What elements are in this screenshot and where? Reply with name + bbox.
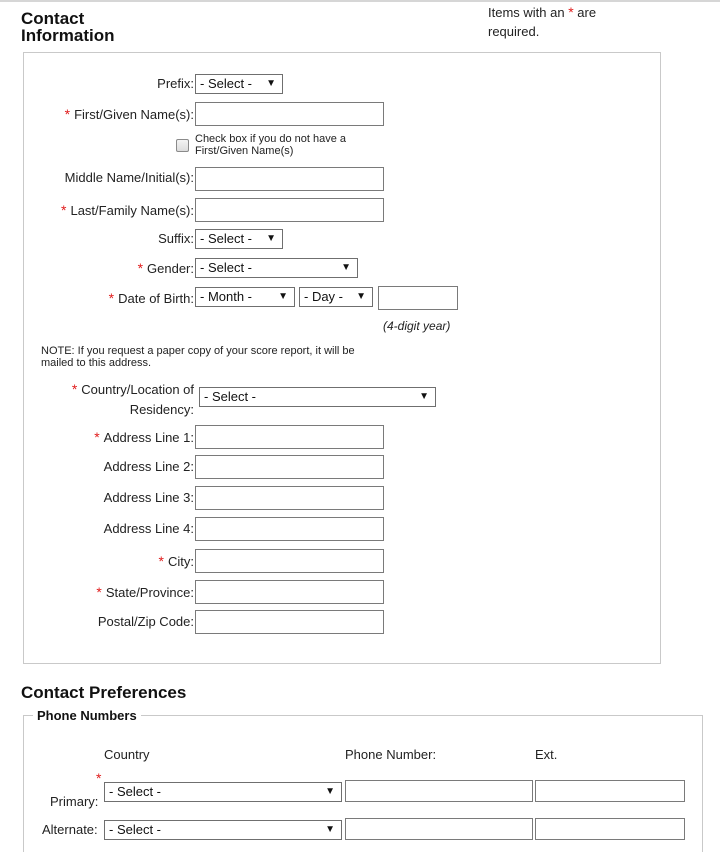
address-line-2-label: Address Line 2: — [103, 459, 194, 474]
contact-information-title — [21, 10, 115, 44]
required-star-icon: * — [94, 429, 100, 445]
address-line-2-input[interactable] — [195, 455, 384, 479]
gender-label: * Gender: — [137, 260, 194, 276]
no-first-name-checkbox[interactable] — [176, 139, 189, 152]
dob-month-select[interactable] — [195, 287, 295, 307]
no-first-name-line1: Check box if you do not have a — [195, 133, 347, 145]
contact-preferences-title: Contact Preferences — [21, 683, 187, 702]
required-star-icon: * — [64, 106, 71, 122]
suffix-select-value: - Select - — [200, 231, 253, 246]
country-label: * Country/Location of Residency: — [72, 379, 194, 420]
address-note-line1: NOTE: If you request a paper copy of your score report, it will be — [41, 345, 355, 357]
required-star-icon: * — [158, 553, 164, 569]
required-star-icon: * — [71, 381, 78, 397]
prefix-select[interactable] — [195, 74, 283, 94]
alternate-label: Alternate: — [42, 822, 98, 837]
suffix-label: Suffix: — [158, 231, 194, 246]
country-label-line2: Residency: — [129, 402, 194, 417]
postal-input[interactable] — [195, 610, 384, 634]
required-star-icon: * — [108, 290, 115, 306]
required-note-line2: required. — [488, 24, 540, 39]
first-name-label: * First/Given Name(s): — [64, 106, 194, 122]
state-label: * State/Province: — [96, 584, 194, 600]
alternate-phone-input[interactable] — [345, 818, 533, 840]
gender-select[interactable] — [195, 258, 358, 278]
required-star-icon: * — [96, 584, 102, 600]
suffix-select[interactable] — [195, 229, 283, 249]
title-line-2: Information — [21, 26, 115, 45]
no-first-name-label — [195, 133, 346, 157]
col-ext: Ext. — [535, 747, 558, 762]
last-name-label: * Last/Family Name(s): — [61, 202, 194, 218]
gender-select-value: - Select - — [200, 260, 253, 275]
required-star-icon: * — [61, 202, 67, 218]
last-name-input[interactable] — [195, 198, 384, 222]
address-note — [41, 345, 355, 369]
dropdown-arrow-icon: ▼ — [341, 262, 351, 273]
prefix-select-value: - Select - — [200, 76, 253, 91]
dob-day-value: - Day - — [304, 289, 343, 304]
dropdown-arrow-icon: ▼ — [325, 786, 335, 797]
prefix-label: Prefix: — [157, 76, 194, 91]
dob-year-hint: (4-digit year) — [383, 319, 451, 333]
primary-country-select[interactable] — [104, 782, 342, 802]
phone-numbers-legend: Phone Numbers — [33, 708, 141, 723]
col-country: Country — [104, 747, 150, 762]
dob-label: * Date of Birth: — [108, 290, 194, 306]
dropdown-arrow-icon: ▼ — [325, 824, 335, 835]
no-first-name-line2: First/Given Name(s) — [195, 145, 294, 157]
dropdown-arrow-icon: ▼ — [266, 233, 276, 244]
required-star-icon: * — [568, 4, 574, 20]
primary-ext-input[interactable] — [535, 780, 685, 802]
dob-year-input[interactable] — [378, 286, 458, 310]
address-line-4-input[interactable] — [195, 517, 384, 541]
primary-phone-input[interactable] — [345, 780, 533, 802]
alternate-country-select[interactable] — [104, 820, 342, 840]
dropdown-arrow-icon: ▼ — [278, 291, 288, 302]
address-line-3-input[interactable] — [195, 486, 384, 510]
country-select-value: - Select - — [204, 389, 257, 404]
alternate-country-value: - Select - — [109, 822, 162, 837]
country-select[interactable] — [199, 387, 436, 407]
primary-label: Primary: — [50, 794, 99, 809]
address-line-3-label: Address Line 3: — [103, 490, 194, 505]
city-input[interactable] — [195, 549, 384, 573]
required-note-post: are — [577, 5, 597, 20]
dob-day-select[interactable] — [299, 287, 373, 307]
dropdown-arrow-icon: ▼ — [419, 391, 429, 402]
dropdown-arrow-icon: ▼ — [266, 78, 276, 89]
city-label: * City: — [158, 553, 194, 569]
dob-month-value: - Month - — [200, 289, 253, 304]
address-line-1-input[interactable] — [195, 425, 384, 449]
top-divider — [0, 0, 720, 2]
alternate-ext-input[interactable] — [535, 818, 685, 840]
required-star-icon: * — [96, 770, 102, 786]
col-phone: Phone Number: — [345, 747, 437, 762]
required-star-icon: * — [137, 260, 144, 276]
title-line-1: Contact — [21, 9, 85, 28]
address-line-1-label: * Address Line 1: — [94, 429, 194, 445]
postal-label: Postal/Zip Code: — [97, 614, 194, 629]
dropdown-arrow-icon: ▼ — [356, 291, 366, 302]
state-input[interactable] — [195, 580, 384, 604]
middle-name-label: Middle Name/Initial(s): — [64, 170, 194, 185]
address-line-4-label: Address Line 4: — [103, 521, 194, 536]
required-note — [488, 3, 596, 41]
required-note-pre: Items with an — [488, 5, 565, 20]
first-name-input[interactable] — [195, 102, 384, 126]
primary-country-value: - Select - — [109, 784, 162, 799]
middle-name-input[interactable] — [195, 167, 384, 191]
address-note-line2: mailed to this address. — [41, 357, 152, 369]
